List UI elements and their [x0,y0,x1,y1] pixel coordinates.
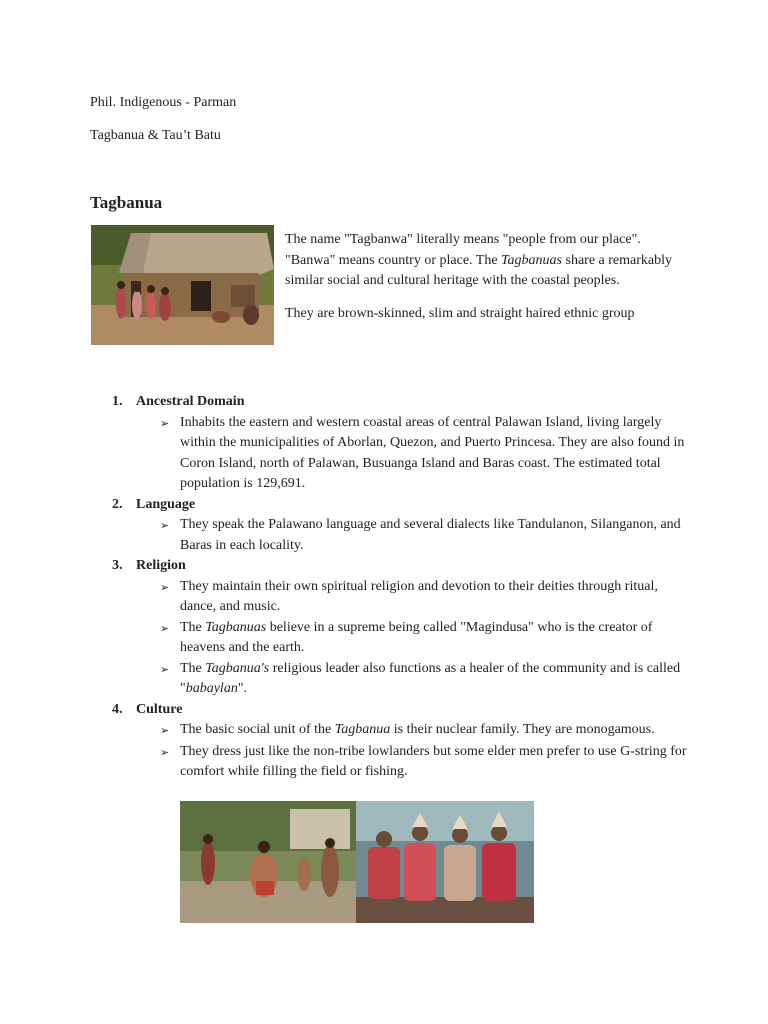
bullet-item: ➢ The basic social unit of the Tagbanua is their nuclear family. They are monogamous. [160,720,692,742]
arrow-bullet-icon: ➢ [160,519,170,532]
bullet-item: ➢ The Tagbanuas believe in a supreme being called "Magindusa" who is the creator of heavens and the earth. [160,618,692,659]
arrow-bullet-icon: ➢ [160,662,170,676]
document-header-line-2: Tagbanua & Tau’t Batu [90,128,221,143]
arrow-bullet-icon: ➢ [160,745,170,759]
tribal-dance-photo [180,801,356,923]
intro-paragraph-1: The name "Tagbanwa" literally means "people from our place". "Banwa" means country or place. The Tagbanuas share a remarkably similar social and cultural heritage with the coastal peoples. [285,232,672,288]
list-item-ancestral-domain: 1. Ancestral Domain [112,394,245,409]
document-header-line-1: Phil. Indigenous - Parman [90,95,237,110]
list-item-religion: 3. Religion [112,558,186,573]
numbered-list [112,392,692,783]
culture-photos [180,801,534,923]
tribal-elders-photo [356,801,534,923]
intro-text [285,230,685,336]
section-title: Tagbanua [90,193,163,212]
list-item-language: 2. Language [112,496,196,512]
list-item-culture: 4. Culture [112,701,183,717]
bullet-item: ➢ They maintain their own spiritual religion and devotion to their deities through ritual, dance, and music. [160,577,692,618]
tagbanua-hut-photo [91,225,274,345]
bullet-item: ➢ They speak the Palawano language and several dialects like Tandulanon, Silanganon, and Baras in each locality. [160,515,692,556]
arrow-bullet-icon: ➢ [160,580,170,594]
bullet-item: ➢ They dress just like the non-tribe lowlanders but some elder men prefer to use G-string for comfort while filling the field or fishing. [160,742,692,783]
arrow-bullet-icon: ➢ [160,621,170,635]
intro-paragraph-2: They are brown-skinned, slim and straight haired ethnic group [285,305,635,321]
bullet-item: ➢ The Tagbanua's religious leader also functions as a healer of the community and is called "babaylan". [160,659,692,700]
bullet-item: ➢ Inhabits the eastern and western coastal areas of central Palawan Island, living largely within the municipalities of Aborlan, Quezon, and Puerto Princesa. They are also found in Coron Island, north of Palawan, Busuanga Island and Baras coast. The estimated total population is 129,691. [160,413,692,495]
arrow-bullet-icon: ➢ [160,724,170,737]
arrow-bullet-icon: ➢ [160,416,170,430]
